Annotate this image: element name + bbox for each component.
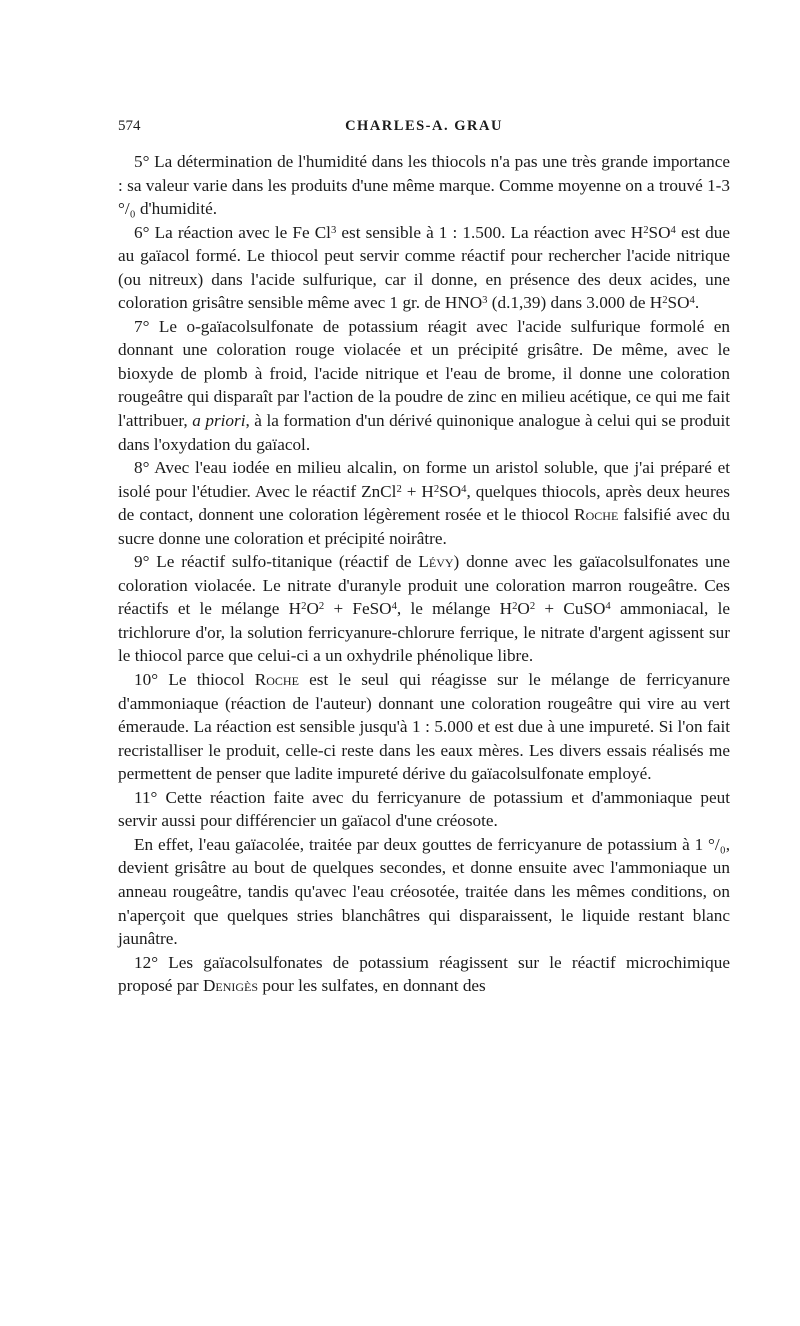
text-run: SO <box>439 481 462 501</box>
text-run: ammoniacal, le trichlorure d'or, la solution ferricyanure-chlorure ferrique, le nitrate d'argent agissent sur le thiocol parce que celui-ci a un oxhydrile phénolique libre. <box>118 599 730 666</box>
text-run: ) donne avec les gaïacolsulfonates une coloration violacée. Le nitrate d'uranyle produit une coloration marron rougeâtre. Ces réactifs et le mélange H <box>118 552 730 619</box>
italic-run: a priori <box>192 411 246 431</box>
page-header <box>118 118 730 140</box>
superscript: 2 <box>662 295 668 307</box>
text-run: , à la formation d'un dérivé quinonique analogue à celui qui se produit dans l'oxydation du gaïacol. <box>118 411 730 454</box>
paragraph-11: 11° Cette réaction faite avec du ferricyanure de potassium et d'ammoniaque peut servir aussi pour différencier un gaïacol d'une créosote. <box>118 787 730 831</box>
text-run: pour les sulfates, en donnant des <box>258 976 486 996</box>
text-run: est due au gaïacol formé. Le thiocol peut servir comme réactif pour rechercher l'acide nitrique (ou nitreux) dans l'acide sulfurique, car il donne, en présence des deux acides, une coloration grisâtre sensible même avec 1 gr. de HNO <box>118 222 730 313</box>
body-text <box>118 150 730 998</box>
superscript: 2 <box>643 224 649 236</box>
paragraph-12 <box>118 951 730 998</box>
paragraph-11-continued: En effet, l'eau gaïacolée, traitée par deux gouttes de ferricyanure de potassium à 1 °/₀, devient grisâtre au bout de quelques secondes, et donne ensuite avec l'ammoniaque un anneau rougeâtre, tandis qu'avec l'eau créosotée, traitée dans les mêmes conditions, on n'aperçoit que quelques stries blanchâtres qui disparaissent, le liquide restant blanc jaunâtre. <box>118 834 730 949</box>
superscript: 4 <box>391 601 397 613</box>
text-run: + H <box>401 481 434 501</box>
superscript: 2 <box>396 483 402 495</box>
small-caps-name: Lévy <box>418 552 454 572</box>
small-caps-name: Roche <box>254 670 299 690</box>
superscript: 3 <box>330 224 337 236</box>
text-run: , le mélange H <box>396 599 513 619</box>
paragraph-6 <box>118 221 730 315</box>
paragraph-8 <box>118 456 730 550</box>
paragraph-10 <box>118 668 730 786</box>
paragraph-7 <box>118 315 730 456</box>
superscript: 2 <box>529 601 536 613</box>
text-run: O <box>517 599 530 619</box>
text-run: 12° Les gaïacolsulfonates de potassium réagissent sur le réactif microchimique proposé par <box>118 952 730 996</box>
text-run: SO <box>667 293 690 313</box>
text-run: est le seul qui réagisse sur le mélange de ferricyanure d'ammoniaque (réaction de l'auteur) donnant une coloration rougeâtre qui vire au vert émeraude. La réaction est sensible jusqu'à 1 : 5.000 et est due à une impureté. Si l'on fait recristalliser le produit, celle-ci reste dans les eaux mères. Les divers essais réalisés me permettent de penser que ladite impureté dérive du gaïacolsulfonate employé. <box>118 670 730 784</box>
text-run: (d.1,39) dans 3.000 de H <box>487 293 663 313</box>
superscript: 2 <box>433 483 440 495</box>
text-run: falsifié avec du sucre donne une coloration et précipité noirâtre. <box>118 505 730 548</box>
text-run: 8° Avec l'eau iodée en milieu alcalin, on forme un aristol soluble, que j'ai préparé et isolé pour l'étudier. Avec le réactif ZnCl <box>118 458 730 501</box>
text-run: 10° Le thiocol <box>134 670 255 690</box>
superscript: 4 <box>689 295 695 307</box>
text-run: . <box>694 293 700 313</box>
text-run: O <box>306 599 319 619</box>
text-run: SO <box>648 222 671 242</box>
text-run: 9° Le réactif sulfo-titanique (réactif de <box>134 552 419 572</box>
text-run: est sensible à 1 : 1.500. La réaction avec H <box>336 222 644 242</box>
superscript: 2 <box>512 601 518 613</box>
running-title: CHARLES-A. GRAU <box>345 118 503 134</box>
superscript: 2 <box>318 601 325 613</box>
superscript: 4 <box>670 224 676 236</box>
superscript: 2 <box>301 601 307 613</box>
text-run: + CuSO <box>535 599 606 619</box>
page-number: 574 <box>118 118 141 134</box>
small-caps-name: Roche <box>574 505 619 525</box>
text-run: 6° La réaction avec le Fe Cl <box>134 222 331 242</box>
text-run: , quelques thiocols, après deux heures de contact, donnent une coloration légèrement rosée et le thiocol <box>118 481 730 525</box>
small-caps-name: Denigès <box>202 976 259 996</box>
paragraph-5: 5° La détermination de l'humidité dans les thiocols n'a pas une très grande importance : sa valeur varie dans les produits d'une même marque. Comme moyenne on a trouvé 1-3 °/₀ d'humidité. <box>118 152 730 219</box>
text-run: 7° Le o-gaïacolsulfonate de potassium réagit avec l'acide sulfurique formolé en donnant une coloration rouge violacée et un précipité grisâtre. De même, avec le bioxyde de plomb à froid, l'acide nitrique et l'eau de brome, il donne une coloration rougeâtre qui disparaît par l'action de la poudre de zinc en milieu acétique, ce qui me fait l'attribuer, <box>118 316 730 431</box>
superscript: 4 <box>461 483 467 495</box>
superscript: 3 <box>482 295 488 307</box>
superscript: 4 <box>605 601 611 613</box>
text-run: + FeSO <box>324 599 392 619</box>
paragraph-9 <box>118 550 730 668</box>
